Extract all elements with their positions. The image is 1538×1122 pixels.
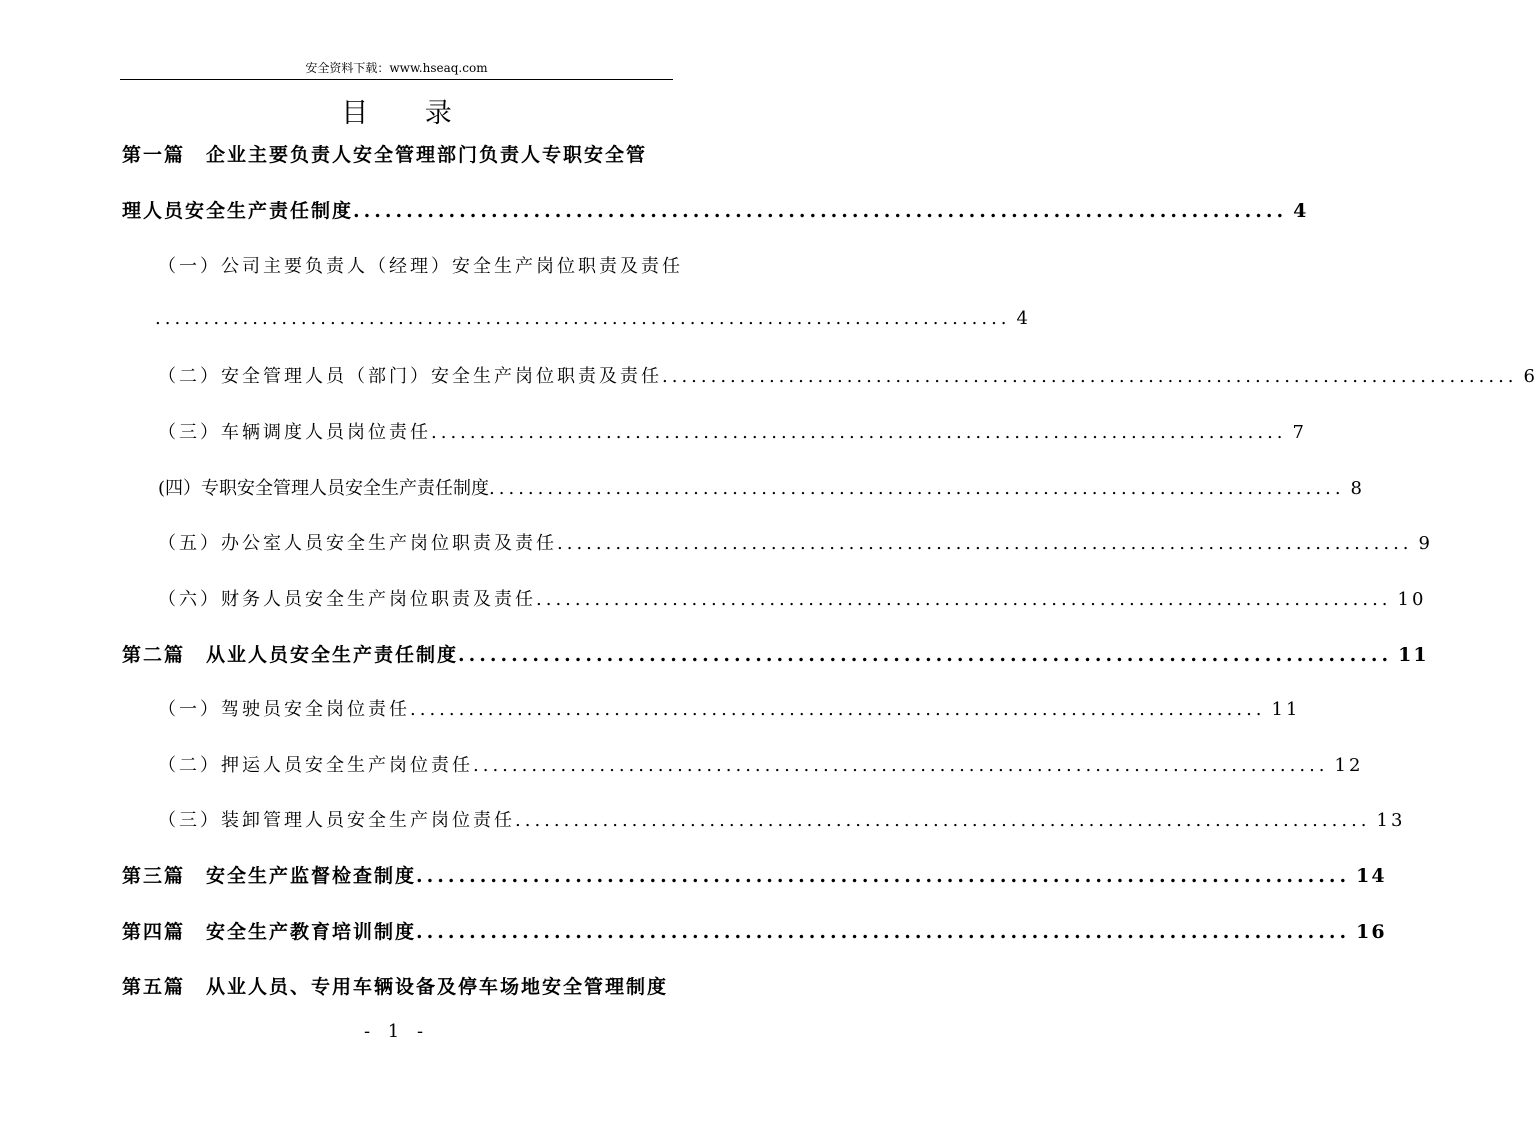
toc-entry-text: 第四篇 安全生产教育培训制度 (122, 921, 417, 943)
dot-leader: ........................................................................................ (662, 366, 1518, 387)
dot-leader: ........................................................................................ (458, 644, 1393, 666)
toc-entry-text: （五）办公室人员安全生产岗位职责及责任 (158, 533, 557, 554)
toc-page-number: 14 (1356, 865, 1387, 887)
toc-section-1-4[interactable] (158, 474, 1362, 500)
toc-part-5[interactable]: 第五篇 从业人员、专用车辆设备及停车场地安全管理制度 (122, 976, 669, 998)
toc-section-1-5[interactable] (158, 529, 1433, 555)
toc-page-number: 12 (1334, 755, 1364, 776)
toc-section-1-1-line-2[interactable] (155, 308, 1031, 329)
toc-section-2-1[interactable] (158, 695, 1301, 721)
dot-leader: ........................................................................................ (489, 478, 1345, 499)
dot-leader: ........................................................................................ (431, 422, 1287, 443)
toc-part-2[interactable] (122, 640, 1429, 667)
dot-leader: ........................................................................................ (410, 699, 1266, 720)
toc-part-1-line-2[interactable] (122, 196, 1309, 223)
toc-part-1-line-1: 第一篇 企业主要负责人安全管理部门负责人专职安全管 (122, 144, 648, 166)
toc-part-3[interactable] (122, 861, 1387, 888)
toc-page-number: 9 (1418, 533, 1433, 554)
toc-section-2-3[interactable] (158, 806, 1406, 832)
toc-section-1-2[interactable] (158, 362, 1538, 388)
toc-section-1-3[interactable] (158, 418, 1307, 444)
dot-leader: ........................................................................................ (515, 810, 1371, 831)
toc-page-number: 6 (1523, 366, 1538, 387)
page-number: - 1 - (363, 1021, 430, 1042)
dot-leader: ........................................................................................ (536, 589, 1392, 610)
dot-leader: ........................................................................................ (416, 865, 1351, 887)
toc-entry-text: 第三篇 安全生产监督检查制度 (122, 865, 417, 887)
toc-section-1-6[interactable] (158, 585, 1427, 611)
toc-entry-text: （二）安全管理人员（部门）安全生产岗位职责及责任 (158, 366, 662, 387)
toc-section-1-1-line-1: （一）公司主要负责人（经理）安全生产岗位职责及责任 (158, 256, 683, 277)
dot-leader: ........................................................................................ (557, 533, 1413, 554)
dot-leader: ........................................................................................ (473, 755, 1329, 776)
toc-entry-text: （六）财务人员安全生产岗位职责及责任 (158, 589, 536, 610)
toc-page-number: 11 (1398, 644, 1429, 666)
toc-entry-text: （三）车辆调度人员岗位责任 (158, 422, 431, 443)
toc-entry-text: （一）驾驶员安全岗位责任 (158, 699, 410, 720)
toc-page-number: 13 (1376, 810, 1406, 831)
toc-page-number: 8 (1350, 478, 1362, 499)
toc-title: 目 录 (341, 98, 476, 129)
toc-page-number: 16 (1356, 921, 1387, 943)
toc-entry-text: (四）专职安全管理人员安全生产责任制度 (158, 478, 490, 499)
toc-section-2-2[interactable] (158, 751, 1364, 777)
dot-leader: ........................................................................................ (353, 200, 1288, 222)
toc-entry-text: （三）装卸管理人员安全生产岗位责任 (158, 810, 515, 831)
toc-page-number: 7 (1292, 422, 1307, 443)
dot-leader: ........................................................................................ (416, 921, 1351, 943)
toc-page-number: 10 (1397, 589, 1427, 610)
page-header: 安全资料下载：www.hseaq.com (305, 61, 488, 75)
toc-part-4[interactable] (122, 917, 1387, 944)
toc-page-number: 11 (1271, 699, 1301, 720)
dot-leader: ........................................................................................ (155, 308, 1011, 329)
toc-entry-text: （二）押运人员安全生产岗位责任 (158, 755, 473, 776)
toc-page-number: 4 (1016, 308, 1031, 329)
header-divider (120, 79, 673, 80)
toc-entry-text: 理人员安全生产责任制度 (122, 200, 354, 222)
toc-entry-text: 第二篇 从业人员安全生产责任制度 (122, 644, 459, 666)
toc-page-number: 4 (1293, 200, 1309, 222)
